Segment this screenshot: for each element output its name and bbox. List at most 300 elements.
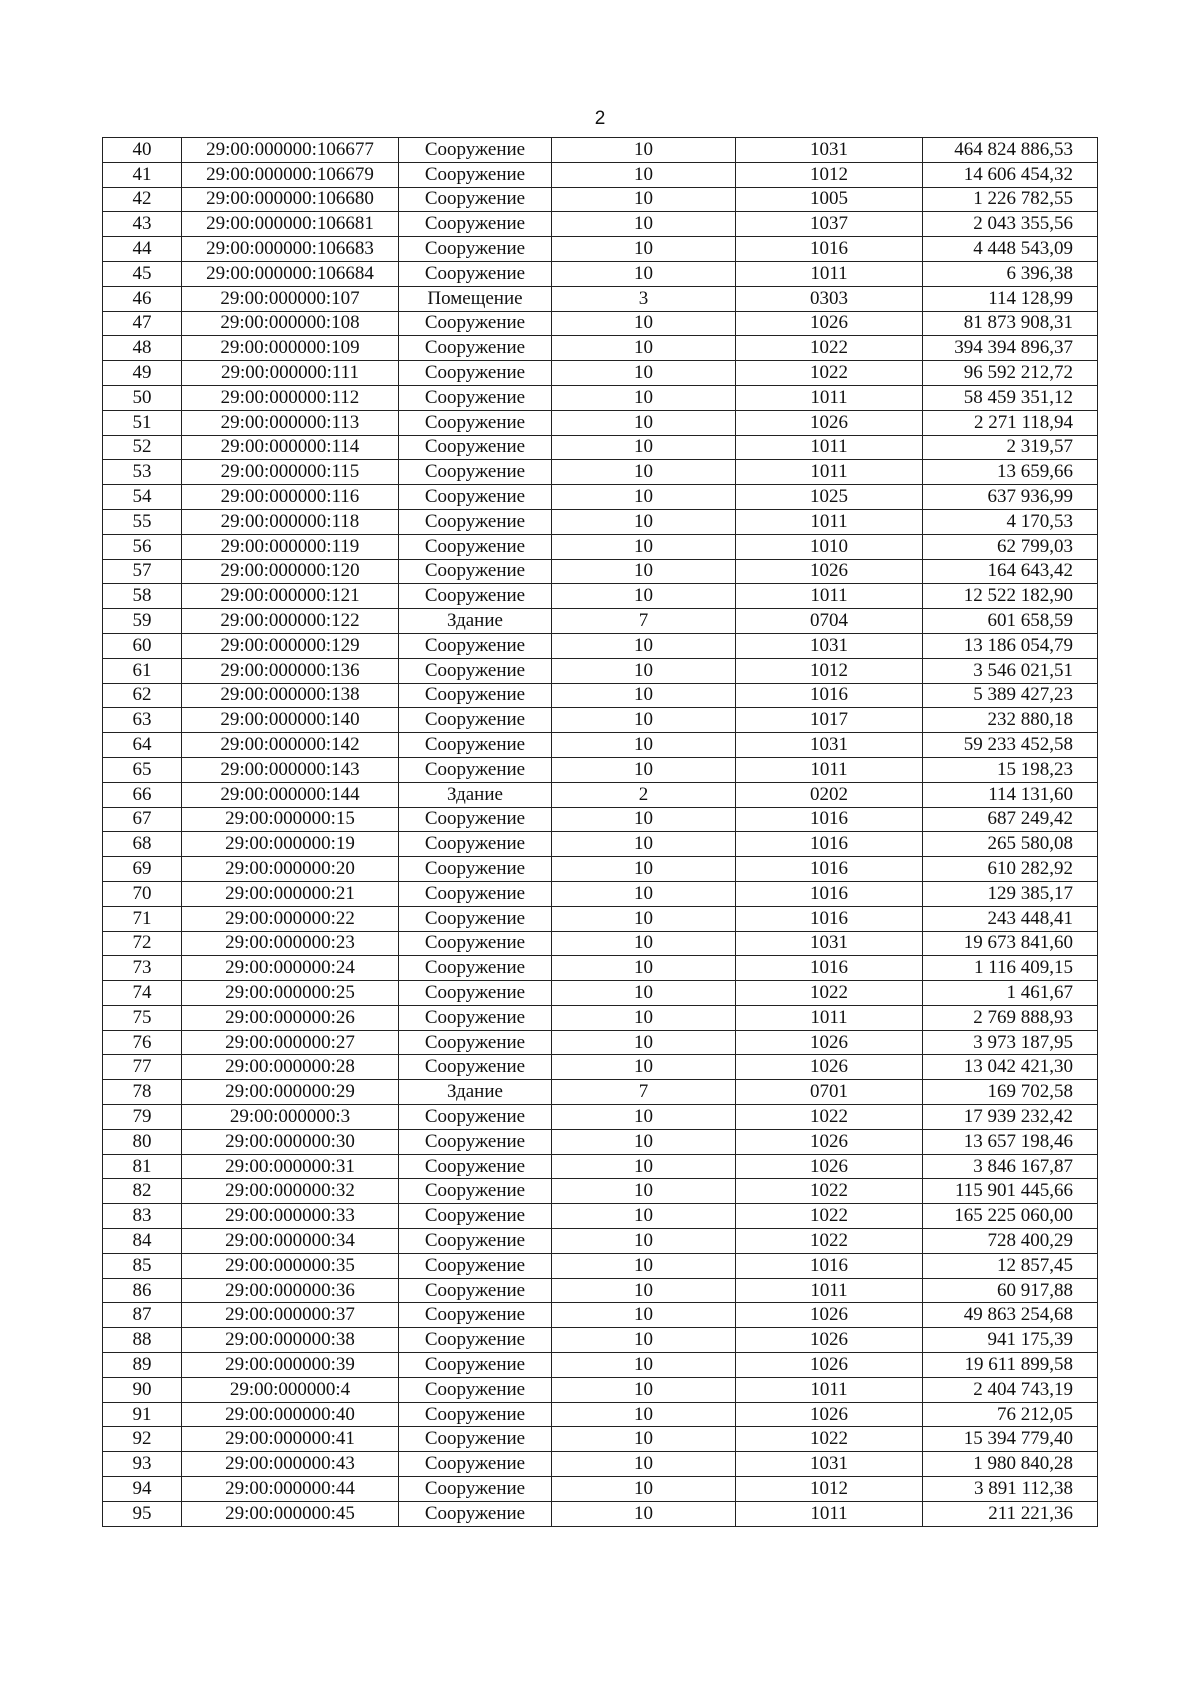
group-code-cell: 1022 xyxy=(736,981,923,1006)
group-code-cell: 1005 xyxy=(736,187,923,212)
cadastral-value-cell: 610 282,92 xyxy=(923,857,1098,882)
cadastral-value-cell: 13 042 421,30 xyxy=(923,1055,1098,1080)
type-code-cell: 10 xyxy=(552,906,736,931)
row-number-cell: 76 xyxy=(103,1030,182,1055)
cadastral-number-cell: 29:00:000000:45 xyxy=(182,1501,399,1526)
cadastral-value-cell: 14 606 454,32 xyxy=(923,162,1098,187)
type-code-cell: 10 xyxy=(552,261,736,286)
type-code-cell: 10 xyxy=(552,832,736,857)
row-number-cell: 68 xyxy=(103,832,182,857)
table-row xyxy=(103,782,1098,807)
cadastral-value-cell: 3 546 021,51 xyxy=(923,658,1098,683)
group-code-cell: 1011 xyxy=(736,460,923,485)
cadastral-number-cell: 29:00:000000:29 xyxy=(182,1080,399,1105)
group-code-cell: 1026 xyxy=(736,410,923,435)
object-type-cell: Сооружение xyxy=(399,1253,552,1278)
table-row xyxy=(103,1328,1098,1353)
cadastral-number-cell: 29:00:000000:23 xyxy=(182,931,399,956)
type-code-cell: 10 xyxy=(552,633,736,658)
cadastral-number-cell: 29:00:000000:121 xyxy=(182,584,399,609)
cadastral-value-cell: 5 389 427,23 xyxy=(923,683,1098,708)
object-type-cell: Сооружение xyxy=(399,559,552,584)
object-type-cell: Сооружение xyxy=(399,336,552,361)
cadastral-value-cell: 115 901 445,66 xyxy=(923,1179,1098,1204)
type-code-cell: 10 xyxy=(552,1278,736,1303)
type-code-cell: 10 xyxy=(552,807,736,832)
cadastral-value-cell: 62 799,03 xyxy=(923,534,1098,559)
cadastral-number-cell: 29:00:000000:3 xyxy=(182,1105,399,1130)
object-type-cell: Сооружение xyxy=(399,1427,552,1452)
type-code-cell: 10 xyxy=(552,733,736,758)
cadastral-number-cell: 29:00:000000:19 xyxy=(182,832,399,857)
cadastral-number-cell: 29:00:000000:144 xyxy=(182,782,399,807)
group-code-cell: 1012 xyxy=(736,162,923,187)
cadastral-value-cell: 2 271 118,94 xyxy=(923,410,1098,435)
type-code-cell: 10 xyxy=(552,1005,736,1030)
object-type-cell: Сооружение xyxy=(399,1229,552,1254)
type-code-cell: 10 xyxy=(552,534,736,559)
cadastral-number-cell: 29:00:000000:24 xyxy=(182,956,399,981)
table-row xyxy=(103,683,1098,708)
object-type-cell: Здание xyxy=(399,609,552,634)
table-row xyxy=(103,1204,1098,1229)
row-number-cell: 48 xyxy=(103,336,182,361)
registry-table-body xyxy=(103,138,1098,1527)
cadastral-value-cell: 76 212,05 xyxy=(923,1402,1098,1427)
table-row xyxy=(103,733,1098,758)
cadastral-number-cell: 29:00:000000:143 xyxy=(182,757,399,782)
cadastral-value-cell: 49 863 254,68 xyxy=(923,1303,1098,1328)
object-type-cell: Сооружение xyxy=(399,138,552,163)
type-code-cell: 7 xyxy=(552,1080,736,1105)
cadastral-number-cell: 29:00:000000:32 xyxy=(182,1179,399,1204)
object-type-cell: Сооружение xyxy=(399,1303,552,1328)
group-code-cell: 1026 xyxy=(736,1402,923,1427)
group-code-cell: 1026 xyxy=(736,559,923,584)
cadastral-value-cell: 13 186 054,79 xyxy=(923,633,1098,658)
row-number-cell: 92 xyxy=(103,1427,182,1452)
cadastral-value-cell: 2 404 743,19 xyxy=(923,1377,1098,1402)
group-code-cell: 1016 xyxy=(736,881,923,906)
cadastral-value-cell: 1 461,67 xyxy=(923,981,1098,1006)
table-row xyxy=(103,1353,1098,1378)
table-row xyxy=(103,261,1098,286)
cadastral-number-cell: 29:00:000000:140 xyxy=(182,708,399,733)
cadastral-number-cell: 29:00:000000:28 xyxy=(182,1055,399,1080)
object-type-cell: Сооружение xyxy=(399,981,552,1006)
group-code-cell: 1025 xyxy=(736,485,923,510)
cadastral-number-cell: 29:00:000000:40 xyxy=(182,1402,399,1427)
row-number-cell: 89 xyxy=(103,1353,182,1378)
type-code-cell: 10 xyxy=(552,460,736,485)
type-code-cell: 10 xyxy=(552,757,736,782)
row-number-cell: 70 xyxy=(103,881,182,906)
row-number-cell: 55 xyxy=(103,509,182,534)
row-number-cell: 43 xyxy=(103,212,182,237)
group-code-cell: 1016 xyxy=(736,857,923,882)
row-number-cell: 60 xyxy=(103,633,182,658)
table-row xyxy=(103,609,1098,634)
object-type-cell: Сооружение xyxy=(399,658,552,683)
type-code-cell: 10 xyxy=(552,311,736,336)
type-code-cell: 10 xyxy=(552,162,736,187)
row-number-cell: 66 xyxy=(103,782,182,807)
row-number-cell: 46 xyxy=(103,286,182,311)
object-type-cell: Сооружение xyxy=(399,906,552,931)
table-row xyxy=(103,286,1098,311)
group-code-cell: 1022 xyxy=(736,1105,923,1130)
object-type-cell: Сооружение xyxy=(399,757,552,782)
object-type-cell: Сооружение xyxy=(399,1501,552,1526)
type-code-cell: 10 xyxy=(552,1501,736,1526)
cadastral-number-cell: 29:00:000000:138 xyxy=(182,683,399,708)
object-type-cell: Сооружение xyxy=(399,1105,552,1130)
row-number-cell: 42 xyxy=(103,187,182,212)
group-code-cell: 1016 xyxy=(736,807,923,832)
group-code-cell: 1031 xyxy=(736,733,923,758)
cadastral-number-cell: 29:00:000000:26 xyxy=(182,1005,399,1030)
cadastral-number-cell: 29:00:000000:21 xyxy=(182,881,399,906)
row-number-cell: 64 xyxy=(103,733,182,758)
object-type-cell: Сооружение xyxy=(399,1353,552,1378)
row-number-cell: 47 xyxy=(103,311,182,336)
cadastral-number-cell: 29:00:000000:25 xyxy=(182,981,399,1006)
row-number-cell: 62 xyxy=(103,683,182,708)
row-number-cell: 49 xyxy=(103,361,182,386)
cadastral-number-cell: 29:00:000000:37 xyxy=(182,1303,399,1328)
row-number-cell: 59 xyxy=(103,609,182,634)
table-row xyxy=(103,237,1098,262)
group-code-cell: 0704 xyxy=(736,609,923,634)
registry-table xyxy=(102,137,1098,1527)
row-number-cell: 91 xyxy=(103,1402,182,1427)
table-row xyxy=(103,361,1098,386)
type-code-cell: 10 xyxy=(552,485,736,510)
type-code-cell: 10 xyxy=(552,1253,736,1278)
object-type-cell: Сооружение xyxy=(399,410,552,435)
table-row xyxy=(103,385,1098,410)
table-row xyxy=(103,1229,1098,1254)
group-code-cell: 0303 xyxy=(736,286,923,311)
table-row xyxy=(103,857,1098,882)
type-code-cell: 10 xyxy=(552,931,736,956)
group-code-cell: 1016 xyxy=(736,906,923,931)
object-type-cell: Сооружение xyxy=(399,683,552,708)
cadastral-number-cell: 29:00:000000:15 xyxy=(182,807,399,832)
type-code-cell: 10 xyxy=(552,658,736,683)
type-code-cell: 10 xyxy=(552,1105,736,1130)
table-row xyxy=(103,633,1098,658)
cadastral-value-cell: 96 592 212,72 xyxy=(923,361,1098,386)
object-type-cell: Сооружение xyxy=(399,584,552,609)
cadastral-value-cell: 2 319,57 xyxy=(923,435,1098,460)
table-row xyxy=(103,162,1098,187)
row-number-cell: 69 xyxy=(103,857,182,882)
type-code-cell: 10 xyxy=(552,1427,736,1452)
row-number-cell: 82 xyxy=(103,1179,182,1204)
cadastral-number-cell: 29:00:000000:35 xyxy=(182,1253,399,1278)
cadastral-number-cell: 29:00:000000:111 xyxy=(182,361,399,386)
table-row xyxy=(103,1377,1098,1402)
row-number-cell: 51 xyxy=(103,410,182,435)
object-type-cell: Сооружение xyxy=(399,931,552,956)
group-code-cell: 1012 xyxy=(736,658,923,683)
row-number-cell: 74 xyxy=(103,981,182,1006)
row-number-cell: 56 xyxy=(103,534,182,559)
cadastral-value-cell: 464 824 886,53 xyxy=(923,138,1098,163)
group-code-cell: 1022 xyxy=(736,361,923,386)
type-code-cell: 10 xyxy=(552,509,736,534)
group-code-cell: 1011 xyxy=(736,435,923,460)
object-type-cell: Сооружение xyxy=(399,956,552,981)
table-row xyxy=(103,1278,1098,1303)
cadastral-number-cell: 29:00:000000:106680 xyxy=(182,187,399,212)
type-code-cell: 10 xyxy=(552,1204,736,1229)
table-row xyxy=(103,460,1098,485)
type-code-cell: 10 xyxy=(552,708,736,733)
group-code-cell: 1022 xyxy=(736,1204,923,1229)
cadastral-value-cell: 129 385,17 xyxy=(923,881,1098,906)
table-row xyxy=(103,509,1098,534)
cadastral-value-cell: 1 226 782,55 xyxy=(923,187,1098,212)
row-number-cell: 72 xyxy=(103,931,182,956)
page-number: 2 xyxy=(594,108,606,129)
row-number-cell: 88 xyxy=(103,1328,182,1353)
object-type-cell: Сооружение xyxy=(399,311,552,336)
group-code-cell: 1022 xyxy=(736,336,923,361)
object-type-cell: Сооружение xyxy=(399,881,552,906)
cadastral-number-cell: 29:00:000000:118 xyxy=(182,509,399,534)
row-number-cell: 86 xyxy=(103,1278,182,1303)
type-code-cell: 10 xyxy=(552,1055,736,1080)
type-code-cell: 10 xyxy=(552,1129,736,1154)
object-type-cell: Сооружение xyxy=(399,832,552,857)
table-row xyxy=(103,1179,1098,1204)
object-type-cell: Сооружение xyxy=(399,509,552,534)
type-code-cell: 3 xyxy=(552,286,736,311)
cadastral-value-cell: 3 891 112,38 xyxy=(923,1477,1098,1502)
cadastral-number-cell: 29:00:000000:43 xyxy=(182,1452,399,1477)
type-code-cell: 10 xyxy=(552,956,736,981)
group-code-cell: 1022 xyxy=(736,1229,923,1254)
group-code-cell: 1011 xyxy=(736,385,923,410)
cadastral-value-cell: 81 873 908,31 xyxy=(923,311,1098,336)
cadastral-value-cell: 15 394 779,40 xyxy=(923,1427,1098,1452)
cadastral-number-cell: 29:00:000000:106681 xyxy=(182,212,399,237)
group-code-cell: 1011 xyxy=(736,1501,923,1526)
row-number-cell: 40 xyxy=(103,138,182,163)
cadastral-value-cell: 394 394 896,37 xyxy=(923,336,1098,361)
row-number-cell: 65 xyxy=(103,757,182,782)
cadastral-number-cell: 29:00:000000:119 xyxy=(182,534,399,559)
cadastral-number-cell: 29:00:000000:41 xyxy=(182,1427,399,1452)
cadastral-value-cell: 59 233 452,58 xyxy=(923,733,1098,758)
row-number-cell: 75 xyxy=(103,1005,182,1030)
cadastral-number-cell: 29:00:000000:142 xyxy=(182,733,399,758)
row-number-cell: 79 xyxy=(103,1105,182,1130)
type-code-cell: 10 xyxy=(552,584,736,609)
cadastral-value-cell: 4 170,53 xyxy=(923,509,1098,534)
cadastral-value-cell: 3 846 167,87 xyxy=(923,1154,1098,1179)
cadastral-value-cell: 19 673 841,60 xyxy=(923,931,1098,956)
cadastral-value-cell: 941 175,39 xyxy=(923,1328,1098,1353)
group-code-cell: 1016 xyxy=(736,1253,923,1278)
object-type-cell: Сооружение xyxy=(399,385,552,410)
type-code-cell: 10 xyxy=(552,361,736,386)
object-type-cell: Сооружение xyxy=(399,1452,552,1477)
cadastral-number-cell: 29:00:000000:36 xyxy=(182,1278,399,1303)
type-code-cell: 10 xyxy=(552,237,736,262)
table-row xyxy=(103,1253,1098,1278)
object-type-cell: Сооружение xyxy=(399,708,552,733)
type-code-cell: 10 xyxy=(552,559,736,584)
row-number-cell: 58 xyxy=(103,584,182,609)
group-code-cell: 1026 xyxy=(736,1353,923,1378)
cadastral-number-cell: 29:00:000000:30 xyxy=(182,1129,399,1154)
type-code-cell: 10 xyxy=(552,1303,736,1328)
object-type-cell: Сооружение xyxy=(399,1129,552,1154)
type-code-cell: 10 xyxy=(552,981,736,1006)
row-number-cell: 50 xyxy=(103,385,182,410)
group-code-cell: 0701 xyxy=(736,1080,923,1105)
object-type-cell: Сооружение xyxy=(399,733,552,758)
table-row xyxy=(103,1080,1098,1105)
cadastral-number-cell: 29:00:000000:33 xyxy=(182,1204,399,1229)
table-row xyxy=(103,1154,1098,1179)
object-type-cell: Сооружение xyxy=(399,162,552,187)
cadastral-number-cell: 29:00:000000:4 xyxy=(182,1377,399,1402)
row-number-cell: 87 xyxy=(103,1303,182,1328)
type-code-cell: 7 xyxy=(552,609,736,634)
group-code-cell: 1011 xyxy=(736,1377,923,1402)
object-type-cell: Сооружение xyxy=(399,460,552,485)
cadastral-value-cell: 687 249,42 xyxy=(923,807,1098,832)
cadastral-number-cell: 29:00:000000:106677 xyxy=(182,138,399,163)
row-number-cell: 45 xyxy=(103,261,182,286)
cadastral-value-cell: 12 522 182,90 xyxy=(923,584,1098,609)
table-row xyxy=(103,708,1098,733)
object-type-cell: Помещение xyxy=(399,286,552,311)
cadastral-value-cell: 211 221,36 xyxy=(923,1501,1098,1526)
table-row xyxy=(103,311,1098,336)
object-type-cell: Сооружение xyxy=(399,237,552,262)
object-type-cell: Сооружение xyxy=(399,1005,552,1030)
type-code-cell: 10 xyxy=(552,212,736,237)
object-type-cell: Сооружение xyxy=(399,485,552,510)
table-row xyxy=(103,1501,1098,1526)
cadastral-value-cell: 728 400,29 xyxy=(923,1229,1098,1254)
group-code-cell: 0202 xyxy=(736,782,923,807)
row-number-cell: 83 xyxy=(103,1204,182,1229)
row-number-cell: 95 xyxy=(103,1501,182,1526)
table-row xyxy=(103,559,1098,584)
type-code-cell: 10 xyxy=(552,1353,736,1378)
type-code-cell: 10 xyxy=(552,1179,736,1204)
type-code-cell: 10 xyxy=(552,435,736,460)
group-code-cell: 1016 xyxy=(736,683,923,708)
table-row xyxy=(103,138,1098,163)
row-number-cell: 53 xyxy=(103,460,182,485)
table-row xyxy=(103,410,1098,435)
type-code-cell: 10 xyxy=(552,1154,736,1179)
cadastral-number-cell: 29:00:000000:106683 xyxy=(182,237,399,262)
row-number-cell: 44 xyxy=(103,237,182,262)
table-row xyxy=(103,658,1098,683)
object-type-cell: Сооружение xyxy=(399,361,552,386)
cadastral-number-cell: 29:00:000000:20 xyxy=(182,857,399,882)
object-type-cell: Сооружение xyxy=(399,1030,552,1055)
table-row xyxy=(103,931,1098,956)
cadastral-number-cell: 29:00:000000:113 xyxy=(182,410,399,435)
cadastral-value-cell: 114 131,60 xyxy=(923,782,1098,807)
object-type-cell: Здание xyxy=(399,782,552,807)
object-type-cell: Сооружение xyxy=(399,1154,552,1179)
group-code-cell: 1026 xyxy=(736,1030,923,1055)
table-row xyxy=(103,807,1098,832)
cadastral-number-cell: 29:00:000000:112 xyxy=(182,385,399,410)
group-code-cell: 1011 xyxy=(736,261,923,286)
cadastral-value-cell: 58 459 351,12 xyxy=(923,385,1098,410)
cadastral-number-cell: 29:00:000000:44 xyxy=(182,1477,399,1502)
type-code-cell: 10 xyxy=(552,138,736,163)
group-code-cell: 1016 xyxy=(736,832,923,857)
group-code-cell: 1031 xyxy=(736,1452,923,1477)
object-type-cell: Сооружение xyxy=(399,187,552,212)
group-code-cell: 1016 xyxy=(736,956,923,981)
table-row xyxy=(103,1303,1098,1328)
table-row xyxy=(103,212,1098,237)
cadastral-value-cell: 19 611 899,58 xyxy=(923,1353,1098,1378)
group-code-cell: 1011 xyxy=(736,584,923,609)
cadastral-number-cell: 29:00:000000:109 xyxy=(182,336,399,361)
table-row xyxy=(103,1477,1098,1502)
cadastral-number-cell: 29:00:000000:114 xyxy=(182,435,399,460)
row-number-cell: 80 xyxy=(103,1129,182,1154)
object-type-cell: Сооружение xyxy=(399,261,552,286)
cadastral-value-cell: 4 448 543,09 xyxy=(923,237,1098,262)
cadastral-number-cell: 29:00:000000:106684 xyxy=(182,261,399,286)
row-number-cell: 94 xyxy=(103,1477,182,1502)
cadastral-value-cell: 13 659,66 xyxy=(923,460,1098,485)
table-row xyxy=(103,1005,1098,1030)
group-code-cell: 1016 xyxy=(736,237,923,262)
type-code-cell: 10 xyxy=(552,1477,736,1502)
group-code-cell: 1031 xyxy=(736,138,923,163)
group-code-cell: 1011 xyxy=(736,1278,923,1303)
cadastral-number-cell: 29:00:000000:31 xyxy=(182,1154,399,1179)
row-number-cell: 63 xyxy=(103,708,182,733)
row-number-cell: 61 xyxy=(103,658,182,683)
type-code-cell: 10 xyxy=(552,1452,736,1477)
cadastral-value-cell: 637 936,99 xyxy=(923,485,1098,510)
row-number-cell: 41 xyxy=(103,162,182,187)
row-number-cell: 67 xyxy=(103,807,182,832)
table-row xyxy=(103,534,1098,559)
cadastral-number-cell: 29:00:000000:120 xyxy=(182,559,399,584)
type-code-cell: 10 xyxy=(552,336,736,361)
row-number-cell: 57 xyxy=(103,559,182,584)
cadastral-value-cell: 6 396,38 xyxy=(923,261,1098,286)
cadastral-number-cell: 29:00:000000:136 xyxy=(182,658,399,683)
group-code-cell: 1037 xyxy=(736,212,923,237)
cadastral-number-cell: 29:00:000000:122 xyxy=(182,609,399,634)
table-row xyxy=(103,336,1098,361)
table-row xyxy=(103,584,1098,609)
cadastral-number-cell: 29:00:000000:27 xyxy=(182,1030,399,1055)
row-number-cell: 71 xyxy=(103,906,182,931)
row-number-cell: 77 xyxy=(103,1055,182,1080)
row-number-cell: 73 xyxy=(103,956,182,981)
